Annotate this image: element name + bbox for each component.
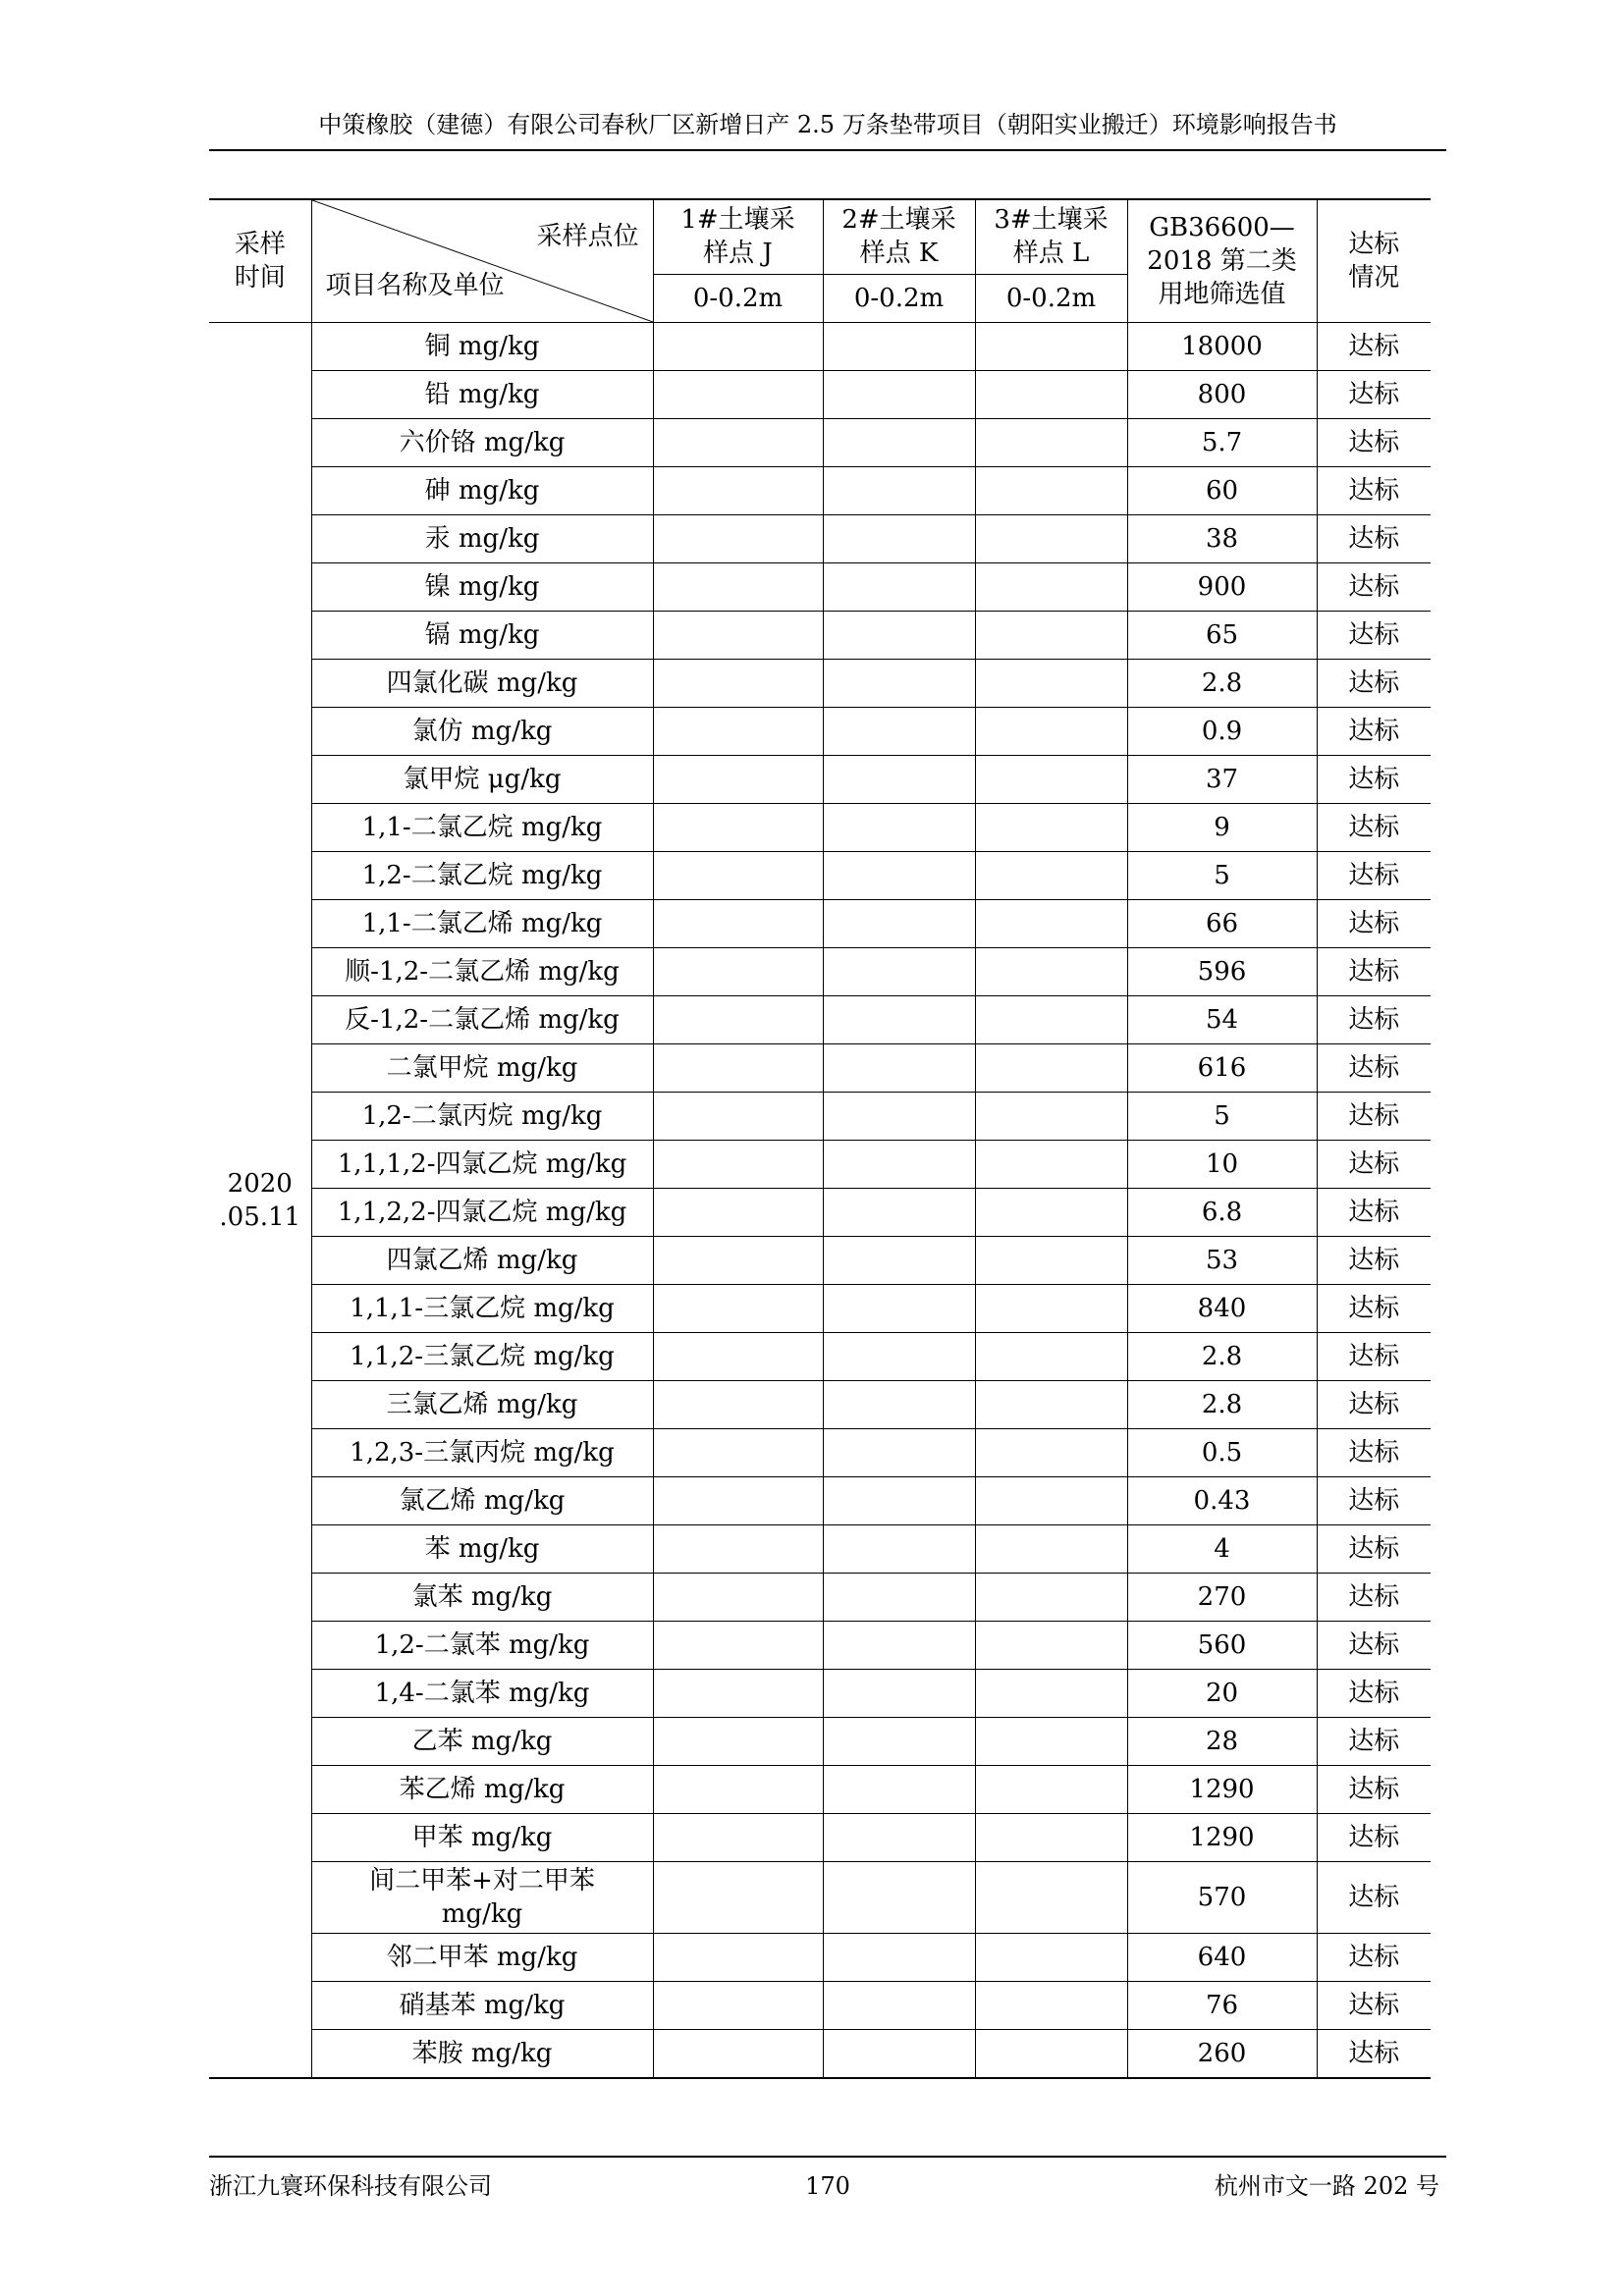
- header-rule: [209, 149, 1446, 151]
- standard-value-cell: 260: [1127, 2030, 1317, 2079]
- standard-value-cell: 4: [1127, 1525, 1317, 1574]
- value-cell-j: [653, 419, 823, 467]
- value-cell-l: [975, 1982, 1127, 2030]
- header-diagonal-cell: [311, 199, 653, 323]
- table-row: [209, 1718, 1431, 1766]
- soil-monitoring-table: [209, 198, 1431, 2079]
- value-cell-j: [653, 1982, 823, 2030]
- value-cell-l: [975, 948, 1127, 996]
- header-standard: GB36600— 2018 第二类 用地筛选值: [1127, 199, 1317, 323]
- standard-value-cell: 60: [1127, 467, 1317, 515]
- item-name-cell: 1,2-二氯丙烷 mg/kg: [311, 1093, 653, 1141]
- value-cell-j: [653, 1044, 823, 1093]
- table-row: [209, 660, 1431, 708]
- standard-value-cell: 1290: [1127, 1766, 1317, 1814]
- item-name-cell: 汞 mg/kg: [311, 515, 653, 563]
- value-cell-j: [653, 515, 823, 563]
- value-cell-j: [653, 563, 823, 612]
- value-cell-k: [823, 2030, 975, 2079]
- value-cell-l: [975, 1141, 1127, 1189]
- value-cell-l: [975, 467, 1127, 515]
- value-cell-j: [653, 1333, 823, 1381]
- value-cell-k: [823, 948, 975, 996]
- value-cell-j: [653, 1525, 823, 1574]
- header-depth-l: 0-0.2m: [975, 274, 1127, 322]
- standard-value-cell: 840: [1127, 1285, 1317, 1333]
- status-cell: 达标: [1317, 1982, 1431, 2030]
- item-name-cell: 乙苯 mg/kg: [311, 1718, 653, 1766]
- header-sampling-point: 采样点位: [536, 222, 639, 251]
- value-cell-k: [823, 1189, 975, 1237]
- status-cell: 达标: [1317, 1934, 1431, 1982]
- standard-value-cell: 560: [1127, 1622, 1317, 1670]
- standard-value-cell: 0.5: [1127, 1429, 1317, 1477]
- value-cell-l: [975, 1237, 1127, 1285]
- status-cell: 达标: [1317, 1862, 1431, 1934]
- value-cell-k: [823, 1622, 975, 1670]
- table-row: [209, 1333, 1431, 1381]
- table-row: [209, 852, 1431, 900]
- item-name-cell: 苯 mg/kg: [311, 1525, 653, 1574]
- table-row: [209, 1814, 1431, 1862]
- standard-value-cell: 5: [1127, 852, 1317, 900]
- value-cell-l: [975, 563, 1127, 612]
- item-name-cell: 苯乙烯 mg/kg: [311, 1766, 653, 1814]
- value-cell-k: [823, 1237, 975, 1285]
- value-cell-l: [975, 515, 1127, 563]
- value-cell-k: [823, 1525, 975, 1574]
- item-name-cell: 铜 mg/kg: [311, 323, 653, 371]
- value-cell-k: [823, 852, 975, 900]
- standard-value-cell: 616: [1127, 1044, 1317, 1093]
- item-name-cell: 1,2,3-三氯丙烷 mg/kg: [311, 1429, 653, 1477]
- status-cell: 达标: [1317, 1141, 1431, 1189]
- value-cell-j: [653, 1574, 823, 1622]
- header-point-l: 3#土壤采 样点 L: [975, 199, 1127, 274]
- status-cell: 达标: [1317, 1044, 1431, 1093]
- item-name-cell: 硝基苯 mg/kg: [311, 1982, 653, 2030]
- item-name-cell: 间二甲苯+对二甲苯 mg/kg: [311, 1862, 653, 1934]
- item-name-cell: 1,4-二氯苯 mg/kg: [311, 1670, 653, 1718]
- table-row: [209, 1862, 1431, 1934]
- item-name-cell: 镍 mg/kg: [311, 563, 653, 612]
- item-name-cell: 氯乙烯 mg/kg: [311, 1477, 653, 1525]
- footer-rule: [209, 2156, 1446, 2158]
- table-row: [209, 419, 1431, 467]
- value-cell-j: [653, 2030, 823, 2079]
- item-name-cell: 邻二甲苯 mg/kg: [311, 1934, 653, 1982]
- item-name-cell: 二氯甲烷 mg/kg: [311, 1044, 653, 1093]
- value-cell-k: [823, 996, 975, 1044]
- standard-value-cell: 1290: [1127, 1814, 1317, 1862]
- status-cell: 达标: [1317, 948, 1431, 996]
- value-cell-l: [975, 419, 1127, 467]
- status-cell: 达标: [1317, 900, 1431, 948]
- standard-value-cell: 270: [1127, 1574, 1317, 1622]
- value-cell-j: [653, 1189, 823, 1237]
- status-cell: 达标: [1317, 1237, 1431, 1285]
- value-cell-l: [975, 1934, 1127, 1982]
- status-cell: 达标: [1317, 1622, 1431, 1670]
- item-name-cell: 反-1,2-二氯乙烯 mg/kg: [311, 996, 653, 1044]
- status-cell: 达标: [1317, 852, 1431, 900]
- item-name-cell: 1,1,2-三氯乙烷 mg/kg: [311, 1333, 653, 1381]
- value-cell-j: [653, 1093, 823, 1141]
- value-cell-k: [823, 1718, 975, 1766]
- item-name-cell: 甲苯 mg/kg: [311, 1814, 653, 1862]
- value-cell-l: [975, 708, 1127, 756]
- value-cell-k: [823, 1333, 975, 1381]
- value-cell-j: [653, 852, 823, 900]
- footer-company: 浙江九寰环保科技有限公司: [209, 2172, 492, 2200]
- status-cell: 达标: [1317, 1285, 1431, 1333]
- table-row: [209, 708, 1431, 756]
- status-cell: 达标: [1317, 1718, 1431, 1766]
- value-cell-l: [975, 371, 1127, 419]
- value-cell-j: [653, 1141, 823, 1189]
- page-header-title: 中策橡胶（建德）有限公司春秋厂区新增日产 2.5 万条垫带项目（朝阳实业搬迁）环境影响报告书: [318, 111, 1337, 138]
- status-cell: 达标: [1317, 1574, 1431, 1622]
- table-row: [209, 467, 1431, 515]
- value-cell-k: [823, 323, 975, 371]
- value-cell-j: [653, 1477, 823, 1525]
- value-cell-j: [653, 1670, 823, 1718]
- table-row: [209, 1141, 1431, 1189]
- item-name-cell: 顺-1,2-二氯乙烯 mg/kg: [311, 948, 653, 996]
- value-cell-j: [653, 1814, 823, 1862]
- value-cell-k: [823, 1285, 975, 1333]
- table-row: [209, 804, 1431, 852]
- table-row: [209, 1982, 1431, 2030]
- header-depth-j: 0-0.2m: [653, 274, 823, 322]
- header-depth-k: 0-0.2m: [823, 274, 975, 322]
- item-name-cell: 苯胺 mg/kg: [311, 2030, 653, 2079]
- value-cell-l: [975, 1862, 1127, 1934]
- header-status: 达标 情况: [1317, 199, 1431, 323]
- table-row: [209, 563, 1431, 612]
- value-cell-j: [653, 323, 823, 371]
- item-name-cell: 1,1,1-三氯乙烷 mg/kg: [311, 1285, 653, 1333]
- status-cell: 达标: [1317, 756, 1431, 804]
- table-row: [209, 371, 1431, 419]
- value-cell-l: [975, 1093, 1127, 1141]
- standard-value-cell: 65: [1127, 612, 1317, 660]
- table-row: [209, 1574, 1431, 1622]
- item-name-cell: 四氯化碳 mg/kg: [311, 660, 653, 708]
- value-cell-k: [823, 1477, 975, 1525]
- value-cell-j: [653, 756, 823, 804]
- item-name-cell: 六价铬 mg/kg: [311, 419, 653, 467]
- standard-value-cell: 640: [1127, 1934, 1317, 1982]
- value-cell-k: [823, 1093, 975, 1141]
- value-cell-j: [653, 1766, 823, 1814]
- item-name-cell: 1,1-二氯乙烯 mg/kg: [311, 900, 653, 948]
- standard-value-cell: 0.43: [1127, 1477, 1317, 1525]
- standard-value-cell: 5.7: [1127, 419, 1317, 467]
- item-name-cell: 1,1-二氯乙烷 mg/kg: [311, 804, 653, 852]
- standard-value-cell: 5: [1127, 1093, 1317, 1141]
- value-cell-l: [975, 996, 1127, 1044]
- value-cell-k: [823, 467, 975, 515]
- table-header-row-1: [209, 199, 1431, 274]
- standard-value-cell: 76: [1127, 1982, 1317, 2030]
- status-cell: 达标: [1317, 1429, 1431, 1477]
- value-cell-j: [653, 371, 823, 419]
- header-point-k: 2#土壤采 样点 K: [823, 199, 975, 274]
- table-row: [209, 996, 1431, 1044]
- header-point-j: 1#土壤采 样点 J: [653, 199, 823, 274]
- value-cell-j: [653, 1429, 823, 1477]
- value-cell-k: [823, 1766, 975, 1814]
- status-cell: 达标: [1317, 323, 1431, 371]
- value-cell-l: [975, 1670, 1127, 1718]
- status-cell: 达标: [1317, 467, 1431, 515]
- standard-value-cell: 6.8: [1127, 1189, 1317, 1237]
- table-row: [209, 1189, 1431, 1237]
- standard-value-cell: 570: [1127, 1862, 1317, 1934]
- table-row: [209, 1525, 1431, 1574]
- table-row: [209, 900, 1431, 948]
- item-name-cell: 1,2-二氯苯 mg/kg: [311, 1622, 653, 1670]
- standard-value-cell: 0.9: [1127, 708, 1317, 756]
- status-cell: 达标: [1317, 708, 1431, 756]
- value-cell-l: [975, 1189, 1127, 1237]
- value-cell-k: [823, 1381, 975, 1429]
- table-row: [209, 1044, 1431, 1093]
- value-cell-j: [653, 1718, 823, 1766]
- table-row: [209, 515, 1431, 563]
- footer-address: 杭州市文一路 202 号: [1214, 2172, 1439, 2200]
- item-name-cell: 氯仿 mg/kg: [311, 708, 653, 756]
- standard-value-cell: 900: [1127, 563, 1317, 612]
- value-cell-j: [653, 900, 823, 948]
- value-cell-j: [653, 467, 823, 515]
- value-cell-k: [823, 1670, 975, 1718]
- value-cell-l: [975, 1381, 1127, 1429]
- value-cell-k: [823, 1044, 975, 1093]
- value-cell-l: [975, 1333, 1127, 1381]
- value-cell-l: [975, 756, 1127, 804]
- value-cell-l: [975, 900, 1127, 948]
- standard-value-cell: 37: [1127, 756, 1317, 804]
- table-row: [209, 756, 1431, 804]
- header-item-name-unit: 项目名称及单位: [325, 271, 505, 300]
- status-cell: 达标: [1317, 612, 1431, 660]
- standard-value-cell: 800: [1127, 371, 1317, 419]
- value-cell-k: [823, 419, 975, 467]
- value-cell-l: [975, 1766, 1127, 1814]
- diagonal-line: [312, 200, 653, 322]
- table-row: [209, 1237, 1431, 1285]
- standard-value-cell: 53: [1127, 1237, 1317, 1285]
- sampling-time-cell: 2020 .05.11: [209, 323, 311, 2079]
- status-cell: 达标: [1317, 1814, 1431, 1862]
- value-cell-k: [823, 612, 975, 660]
- value-cell-l: [975, 1285, 1127, 1333]
- table-body: [209, 323, 1431, 2079]
- standard-value-cell: 66: [1127, 900, 1317, 948]
- value-cell-k: [823, 708, 975, 756]
- table-row: [209, 2030, 1431, 2079]
- value-cell-k: [823, 660, 975, 708]
- table-row: [209, 1934, 1431, 1982]
- status-cell: 达标: [1317, 996, 1431, 1044]
- standard-value-cell: 18000: [1127, 323, 1317, 371]
- status-cell: 达标: [1317, 419, 1431, 467]
- standard-value-cell: 38: [1127, 515, 1317, 563]
- value-cell-l: [975, 612, 1127, 660]
- item-name-cell: 三氯乙烯 mg/kg: [311, 1381, 653, 1429]
- table-row: [209, 1670, 1431, 1718]
- status-cell: 达标: [1317, 515, 1431, 563]
- status-cell: 达标: [1317, 563, 1431, 612]
- standard-value-cell: 20: [1127, 1670, 1317, 1718]
- table-row: [209, 1477, 1431, 1525]
- value-cell-l: [975, 1044, 1127, 1093]
- table-row: [209, 612, 1431, 660]
- value-cell-j: [653, 1862, 823, 1934]
- value-cell-j: [653, 660, 823, 708]
- value-cell-l: [975, 1477, 1127, 1525]
- value-cell-j: [653, 1381, 823, 1429]
- item-name-cell: 1,1,2,2-四氯乙烷 mg/kg: [311, 1189, 653, 1237]
- value-cell-j: [653, 804, 823, 852]
- status-cell: 达标: [1317, 1477, 1431, 1525]
- value-cell-l: [975, 1622, 1127, 1670]
- value-cell-k: [823, 804, 975, 852]
- item-name-cell: 氯甲烷 μg/kg: [311, 756, 653, 804]
- value-cell-k: [823, 1141, 975, 1189]
- status-cell: 达标: [1317, 1670, 1431, 1718]
- value-cell-l: [975, 1718, 1127, 1766]
- value-cell-j: [653, 1285, 823, 1333]
- value-cell-k: [823, 1934, 975, 1982]
- status-cell: 达标: [1317, 371, 1431, 419]
- value-cell-k: [823, 1574, 975, 1622]
- value-cell-j: [653, 1237, 823, 1285]
- table-row: [209, 1429, 1431, 1477]
- value-cell-k: [823, 1814, 975, 1862]
- value-cell-l: [975, 804, 1127, 852]
- status-cell: 达标: [1317, 1381, 1431, 1429]
- table-row: [209, 1093, 1431, 1141]
- value-cell-j: [653, 948, 823, 996]
- standard-value-cell: 54: [1127, 996, 1317, 1044]
- status-cell: 达标: [1317, 1093, 1431, 1141]
- value-cell-j: [653, 612, 823, 660]
- value-cell-j: [653, 708, 823, 756]
- table-row: [209, 1766, 1431, 1814]
- status-cell: 达标: [1317, 804, 1431, 852]
- value-cell-k: [823, 756, 975, 804]
- value-cell-j: [653, 1622, 823, 1670]
- item-name-cell: 1,2-二氯乙烷 mg/kg: [311, 852, 653, 900]
- standard-value-cell: 9: [1127, 804, 1317, 852]
- standard-value-cell: 2.8: [1127, 660, 1317, 708]
- value-cell-j: [653, 996, 823, 1044]
- value-cell-k: [823, 515, 975, 563]
- value-cell-l: [975, 1429, 1127, 1477]
- value-cell-j: [653, 1934, 823, 1982]
- value-cell-l: [975, 660, 1127, 708]
- value-cell-k: [823, 563, 975, 612]
- table-row: [209, 948, 1431, 996]
- standard-value-cell: 2.8: [1127, 1381, 1317, 1429]
- status-cell: 达标: [1317, 2030, 1431, 2079]
- value-cell-l: [975, 1814, 1127, 1862]
- standard-value-cell: 596: [1127, 948, 1317, 996]
- value-cell-k: [823, 900, 975, 948]
- value-cell-k: [823, 1862, 975, 1934]
- value-cell-l: [975, 2030, 1127, 2079]
- table-row: [209, 323, 1431, 371]
- value-cell-l: [975, 323, 1127, 371]
- table-row: [209, 1622, 1431, 1670]
- table-row: [209, 1285, 1431, 1333]
- table-row: [209, 1381, 1431, 1429]
- standard-value-cell: 2.8: [1127, 1333, 1317, 1381]
- value-cell-k: [823, 1982, 975, 2030]
- item-name-cell: 1,1,1,2-四氯乙烷 mg/kg: [311, 1141, 653, 1189]
- status-cell: 达标: [1317, 1189, 1431, 1237]
- value-cell-k: [823, 1429, 975, 1477]
- status-cell: 达标: [1317, 1525, 1431, 1574]
- standard-value-cell: 10: [1127, 1141, 1317, 1189]
- header-sampling-time: 采样 时间: [209, 199, 311, 323]
- item-name-cell: 镉 mg/kg: [311, 612, 653, 660]
- standard-value-cell: 28: [1127, 1718, 1317, 1766]
- item-name-cell: 铅 mg/kg: [311, 371, 653, 419]
- value-cell-k: [823, 371, 975, 419]
- status-cell: 达标: [1317, 1766, 1431, 1814]
- value-cell-l: [975, 1574, 1127, 1622]
- value-cell-l: [975, 852, 1127, 900]
- item-name-cell: 四氯乙烯 mg/kg: [311, 1237, 653, 1285]
- footer-page-number: 170: [805, 2172, 850, 2200]
- value-cell-l: [975, 1525, 1127, 1574]
- item-name-cell: 氯苯 mg/kg: [311, 1574, 653, 1622]
- item-name-cell: 砷 mg/kg: [311, 467, 653, 515]
- status-cell: 达标: [1317, 660, 1431, 708]
- status-cell: 达标: [1317, 1333, 1431, 1381]
